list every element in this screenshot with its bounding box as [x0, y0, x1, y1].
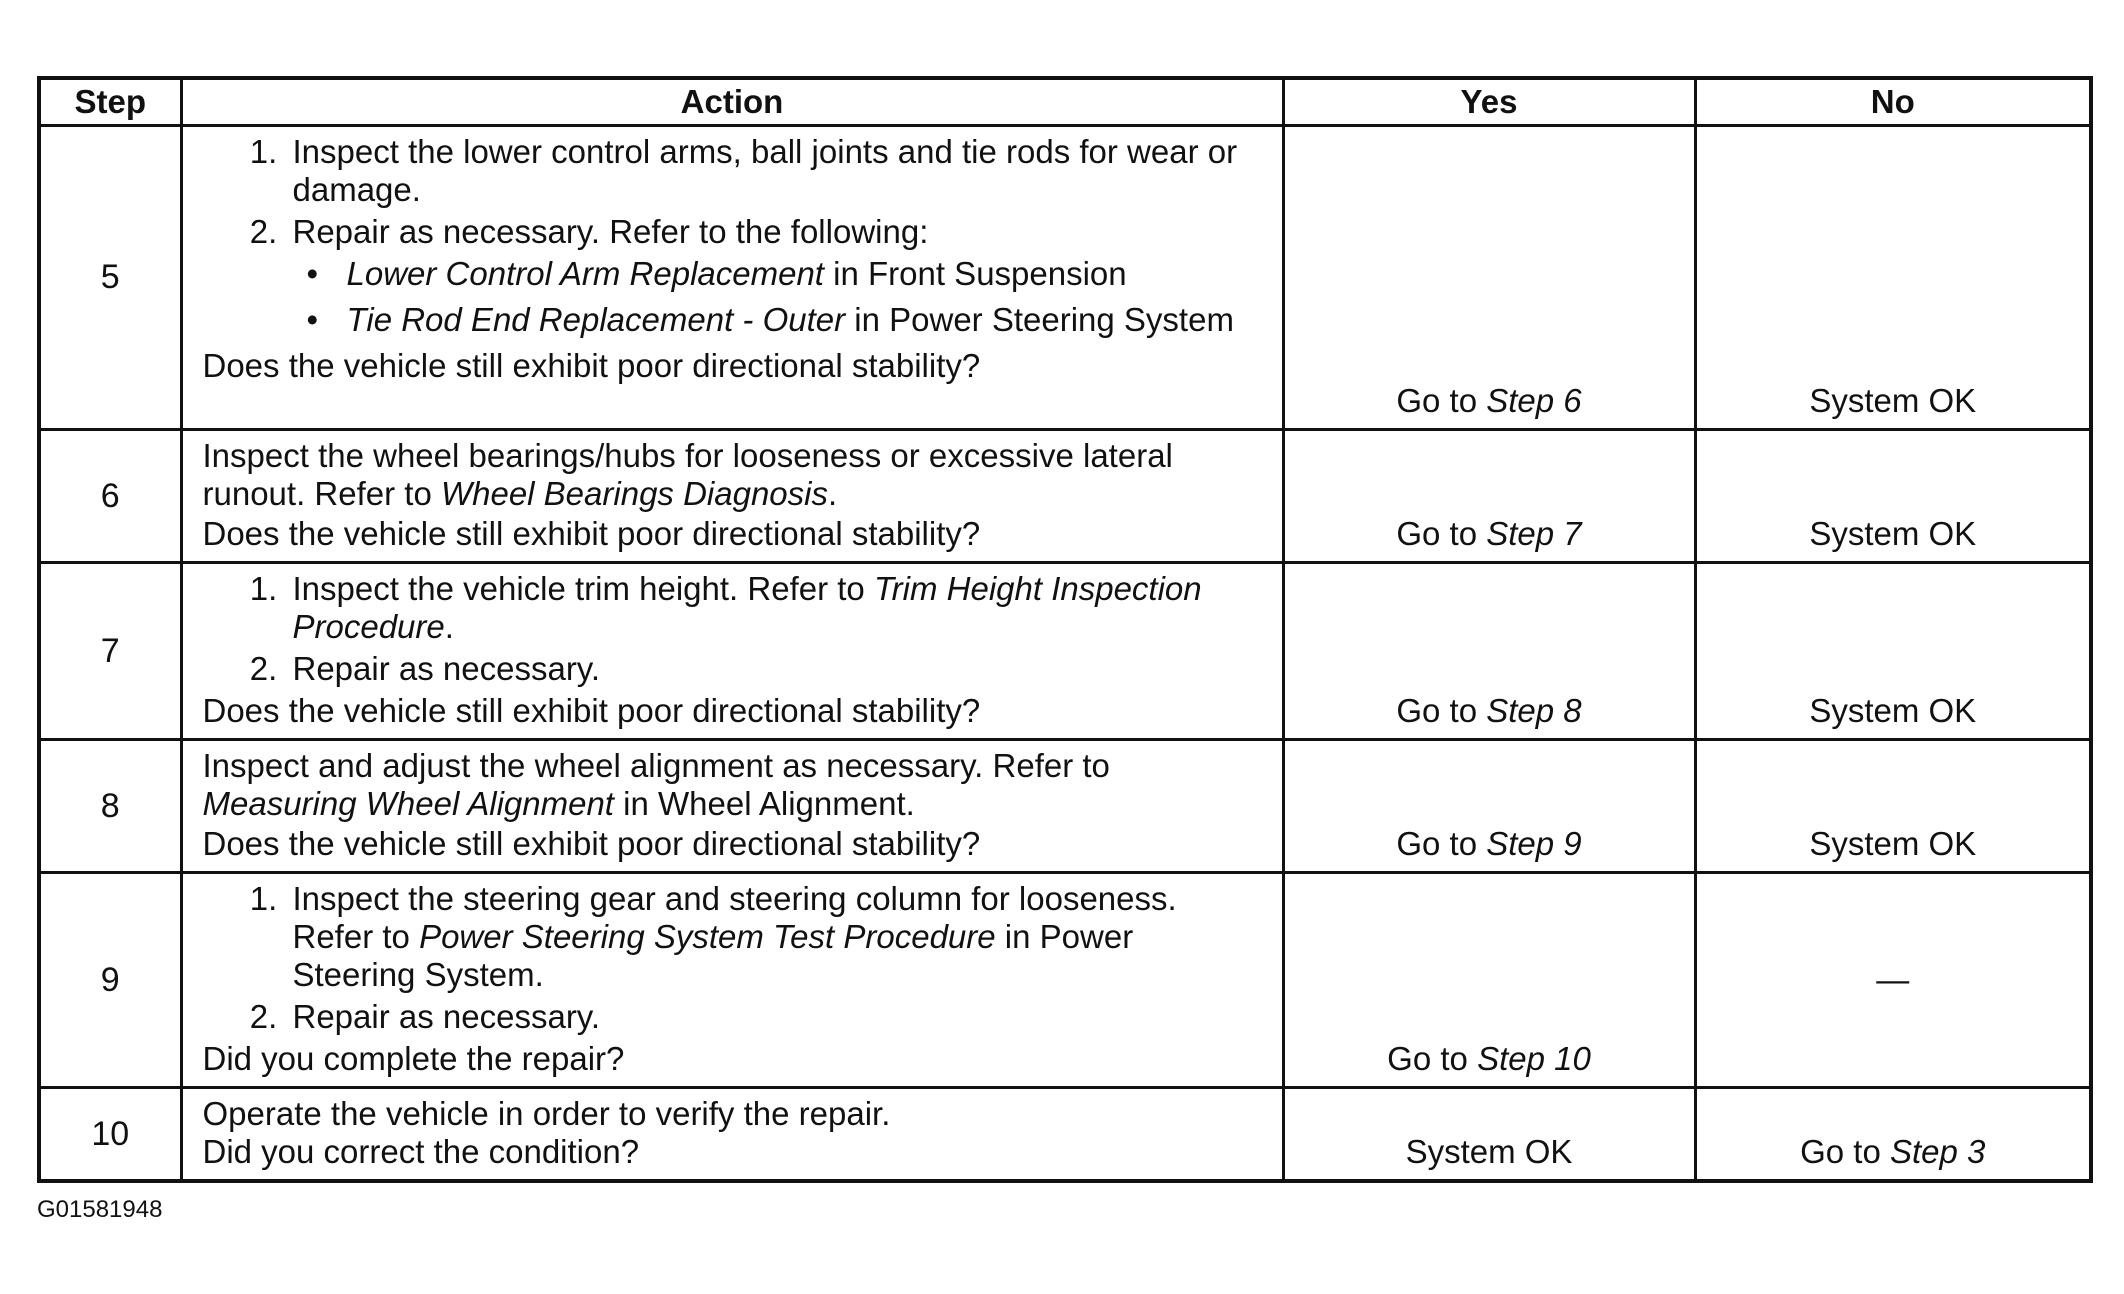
- action-question: Did you correct the condition?: [202, 1133, 640, 1170]
- step-link[interactable]: Step 6: [1486, 382, 1582, 419]
- step-link[interactable]: Step 10: [1477, 1040, 1591, 1077]
- yes-prefix: Go to: [1396, 382, 1487, 419]
- header-no: No: [1695, 78, 2091, 126]
- action-list: [203, 570, 1262, 688]
- no-cell: System OK: [1695, 563, 2091, 740]
- action-item: [287, 570, 1262, 646]
- action-question: Does the vehicle still exhibit poor directional stability?: [202, 825, 981, 862]
- yes-prefix: Go to: [1396, 692, 1487, 729]
- action-text: Operate the vehicle in order to verify the repair.: [202, 1095, 891, 1132]
- header-action: Action: [181, 78, 1283, 126]
- action-text-part: .: [828, 475, 838, 512]
- no-cell: —: [1695, 873, 2091, 1088]
- action-question: Does the vehicle still exhibit poor directional stability?: [202, 692, 981, 729]
- action-text-part: .: [444, 608, 454, 645]
- table-row-step-10: [39, 1088, 2091, 1182]
- table-row-step-5: [39, 126, 2091, 430]
- yes-prefix: Go to: [1387, 1040, 1478, 1077]
- action-text: [203, 747, 1262, 823]
- table-row-step-6: [39, 430, 2091, 563]
- yes-cell: [1283, 740, 1695, 873]
- header-step: Step: [39, 78, 181, 126]
- reference-link[interactable]: Measuring Wheel Alignment: [202, 785, 614, 822]
- step-number: 10: [39, 1088, 181, 1182]
- yes-prefix: Go to: [1396, 825, 1487, 862]
- figure-id: G01581948: [37, 1196, 163, 1223]
- yes-cell: [1283, 126, 1695, 430]
- step-link[interactable]: Step 8: [1486, 692, 1582, 729]
- action-text-part: in Power Steering System.: [292, 918, 1134, 993]
- action-text-part: Inspect the steering gear and steering column for looseness. Refer to: [292, 880, 1177, 955]
- reference-link[interactable]: Lower Control Arm Replacement: [346, 255, 824, 292]
- action-question: Did you complete the repair?: [202, 1040, 625, 1077]
- step-link[interactable]: Step 7: [1486, 515, 1582, 552]
- action-list: [203, 133, 1262, 339]
- action-item: 1. Inspect the lower control arms, ball joints and tie rods for wear or damage.: [287, 133, 1262, 209]
- no-cell: System OK: [1695, 740, 2091, 873]
- action-text-part: Inspect the vehicle trim height. Refer to: [292, 570, 874, 607]
- reference-link[interactable]: Power Steering System Test Procedure: [419, 918, 996, 955]
- action-question: Does the vehicle still exhibit poor directional stability?: [202, 347, 981, 384]
- action-cell: [181, 126, 1283, 430]
- reference-link[interactable]: Tie Rod End Replacement - Outer: [346, 301, 846, 338]
- action-cell: [181, 1088, 1283, 1182]
- reference-link[interactable]: Trim Height Inspection Procedure: [292, 570, 1202, 645]
- step-number: 6: [39, 430, 181, 563]
- action-cell: [181, 563, 1283, 740]
- reference-link[interactable]: Wheel Bearings Diagnosis: [440, 475, 828, 512]
- reference-item: [341, 301, 1262, 339]
- reference-item: [341, 255, 1262, 293]
- header-row: [39, 78, 2091, 126]
- action-text: [203, 437, 1262, 513]
- action-text-part: in Wheel Alignment.: [613, 785, 915, 822]
- no-prefix: Go to: [1800, 1133, 1890, 1170]
- header-yes: Yes: [1283, 78, 1695, 126]
- reference-list: [293, 255, 1262, 339]
- reference-location: in Power Steering System: [845, 301, 1234, 338]
- step-number: 7: [39, 563, 181, 740]
- yes-cell: [1283, 430, 1695, 563]
- no-cell: System OK: [1695, 126, 2091, 430]
- step-number: 8: [39, 740, 181, 873]
- action-cell: [181, 740, 1283, 873]
- action-item: [287, 880, 1262, 994]
- action-item-text: Repair as necessary. Refer to the following:: [292, 213, 929, 250]
- step-number: 9: [39, 873, 181, 1088]
- no-cell: System OK: [1695, 430, 2091, 563]
- table-row-step-9: [39, 873, 2091, 1088]
- yes-cell: System OK: [1283, 1088, 1695, 1182]
- action-cell: [181, 873, 1283, 1088]
- yes-prefix: Go to: [1396, 515, 1487, 552]
- action-question: Does the vehicle still exhibit poor directional stability?: [202, 515, 981, 552]
- action-text-part: Inspect and adjust the wheel alignment as necessary. Refer to: [202, 747, 1110, 784]
- table-row-step-7: [39, 563, 2091, 740]
- yes-cell: [1283, 873, 1695, 1088]
- action-text-part: Inspect the wheel bearings/hubs for looseness or excessive lateral runout. Refer to: [202, 437, 1173, 512]
- action-item: 2. Repair as necessary.: [287, 650, 1262, 688]
- action-list: [203, 880, 1262, 1036]
- step-link[interactable]: Step 9: [1486, 825, 1582, 862]
- action-item: 2. Repair as necessary.: [287, 998, 1262, 1036]
- step-link[interactable]: Step 3: [1889, 1133, 1986, 1170]
- diagnostic-table: [37, 76, 2093, 1183]
- reference-location: in Front Suspension: [823, 255, 1127, 292]
- yes-cell: [1283, 563, 1695, 740]
- action-cell: [181, 430, 1283, 563]
- table-row-step-8: [39, 740, 2091, 873]
- step-number: 5: [39, 126, 181, 430]
- no-cell: [1695, 1088, 2091, 1182]
- diagnostic-table-container: [37, 76, 2089, 1183]
- action-item: [287, 213, 1262, 339]
